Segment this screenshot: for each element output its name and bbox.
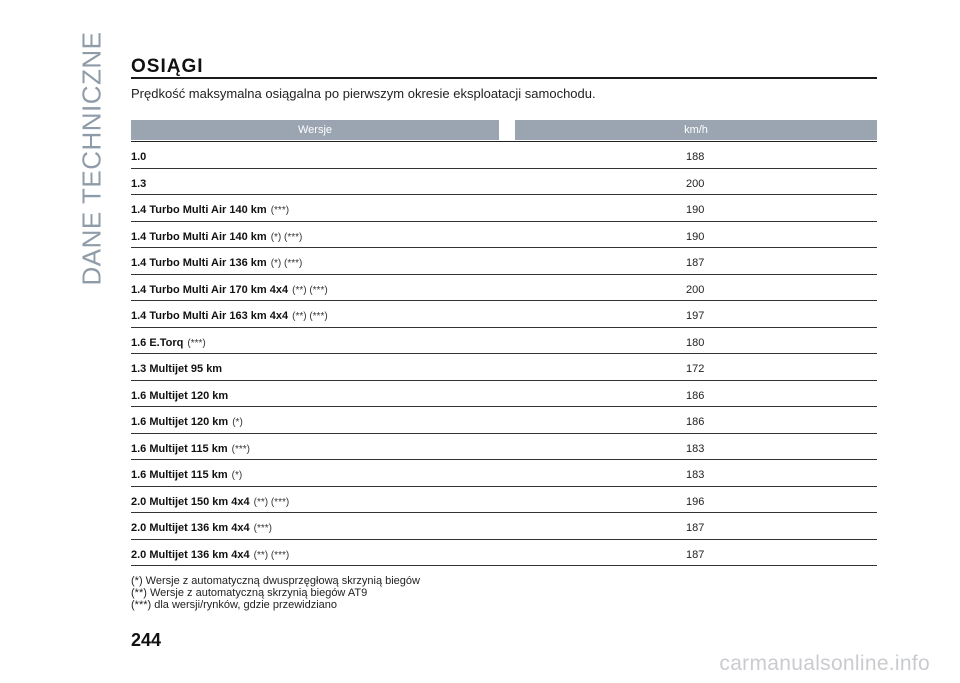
table-row xyxy=(131,142,877,169)
table-row xyxy=(131,513,877,540)
table-row xyxy=(131,407,877,434)
version-note: (*) xyxy=(231,470,243,481)
watermark: carmanualsonline.info xyxy=(719,652,930,675)
version-note: (**) (***) xyxy=(253,496,290,508)
version-cell xyxy=(131,469,242,481)
version-note: (*) (***) xyxy=(270,258,303,269)
version-note: (**) (***) xyxy=(253,549,290,561)
speed-cell: 187 xyxy=(686,257,705,269)
version-name: 2.0 Multijet 136 km 4x4 xyxy=(131,522,250,534)
version-cell xyxy=(131,178,150,190)
footnote-1: (*) Wersje z automatyczną dwusprzęgłową skrzynią biegów xyxy=(131,575,420,587)
speed-cell: 188 xyxy=(686,151,705,163)
table-row xyxy=(131,248,877,275)
speed-cell: 186 xyxy=(686,416,705,428)
table-row xyxy=(131,222,877,249)
table-row xyxy=(131,328,877,355)
page-number: 244 xyxy=(131,630,162,650)
speed-cell: 196 xyxy=(686,495,705,508)
column-header-speed: km/h xyxy=(515,120,877,140)
table-row xyxy=(131,487,877,514)
footnote-2: (**) Wersje z automatyczną skrzynią biegów AT9 xyxy=(131,587,368,599)
speed-cell: 187 xyxy=(686,522,705,534)
version-note: (***) xyxy=(187,337,206,349)
version-cell xyxy=(131,284,328,296)
side-section-tab-label: DANE TECHNICZNE xyxy=(76,30,107,286)
table-row xyxy=(131,354,877,381)
version-cell xyxy=(131,151,150,163)
speed-cell: 197 xyxy=(686,310,705,322)
speed-cell: 190 xyxy=(686,204,705,216)
version-name: 1.3 xyxy=(131,177,147,190)
version-name: 1.6 Multijet 120 km xyxy=(131,389,229,402)
table-header xyxy=(131,120,877,140)
footnotes xyxy=(131,575,420,611)
table-row xyxy=(131,434,877,461)
speed-cell: 183 xyxy=(686,442,705,455)
version-cell xyxy=(131,443,250,455)
version-note: (***) xyxy=(231,443,250,455)
version-cell xyxy=(131,416,243,428)
section-intro: Prędkość maksymalna osiągalna po pierwszym okresie eksploatacji samochodu. xyxy=(131,86,596,101)
version-note: (**) (***) xyxy=(292,284,328,296)
version-name: 1.4 Turbo Multi Air 163 km 4x4 xyxy=(131,310,289,322)
version-name: 1.6 Multijet 120 km xyxy=(131,416,229,428)
title-divider xyxy=(131,77,877,79)
version-note: (*) (***) xyxy=(270,231,303,243)
version-cell xyxy=(131,549,289,561)
speed-cell: 190 xyxy=(686,230,705,243)
version-name: 1.4 Turbo Multi Air 136 km xyxy=(131,257,267,269)
version-cell xyxy=(131,310,328,322)
version-cell xyxy=(131,257,302,269)
version-name: 1.4 Turbo Multi Air 140 km xyxy=(131,230,267,243)
version-note: (***) xyxy=(253,523,272,534)
table-row xyxy=(131,169,877,196)
version-name: 1.4 Turbo Multi Air 140 km xyxy=(131,204,267,216)
version-note: (*) xyxy=(232,417,243,428)
version-name: 1.4 Turbo Multi Air 170 km 4x4 xyxy=(131,283,289,296)
version-name: 1.6 E.Torq xyxy=(131,336,184,349)
table-row xyxy=(131,540,877,567)
version-cell xyxy=(131,204,289,216)
speed-table xyxy=(131,142,877,566)
version-name: 1.6 Multijet 115 km xyxy=(131,469,228,481)
version-cell xyxy=(131,363,226,375)
footnote-3: (***) dla wersji/rynków, gdzie przewidziano xyxy=(131,599,338,611)
speed-cell: 200 xyxy=(686,283,705,296)
version-name: 1.0 xyxy=(131,151,147,163)
speed-cell: 172 xyxy=(686,363,705,375)
speed-cell: 180 xyxy=(686,336,705,349)
version-note: (**) (***) xyxy=(292,311,328,322)
version-cell xyxy=(131,390,232,402)
speed-cell: 183 xyxy=(686,469,705,481)
table-row xyxy=(131,195,877,222)
version-name: 1.6 Multijet 115 km xyxy=(131,442,228,455)
table-row xyxy=(131,275,877,302)
version-name: 2.0 Multijet 150 km 4x4 xyxy=(131,495,250,508)
version-cell xyxy=(131,522,272,534)
version-name: 2.0 Multijet 136 km 4x4 xyxy=(131,548,250,561)
version-name: 1.3 Multijet 95 km xyxy=(131,363,223,375)
version-cell xyxy=(131,231,302,243)
side-section-tab xyxy=(72,30,112,286)
speed-cell: 200 xyxy=(686,177,705,190)
version-cell xyxy=(131,337,206,349)
version-cell xyxy=(131,496,289,508)
section-title: OSIĄGI xyxy=(131,56,204,77)
column-header-version: Wersje xyxy=(131,120,499,140)
speed-cell: 187 xyxy=(686,548,705,561)
table-row xyxy=(131,301,877,328)
version-note: (***) xyxy=(270,205,290,216)
table-row xyxy=(131,381,877,408)
table-row xyxy=(131,460,877,487)
speed-cell: 186 xyxy=(686,389,705,402)
